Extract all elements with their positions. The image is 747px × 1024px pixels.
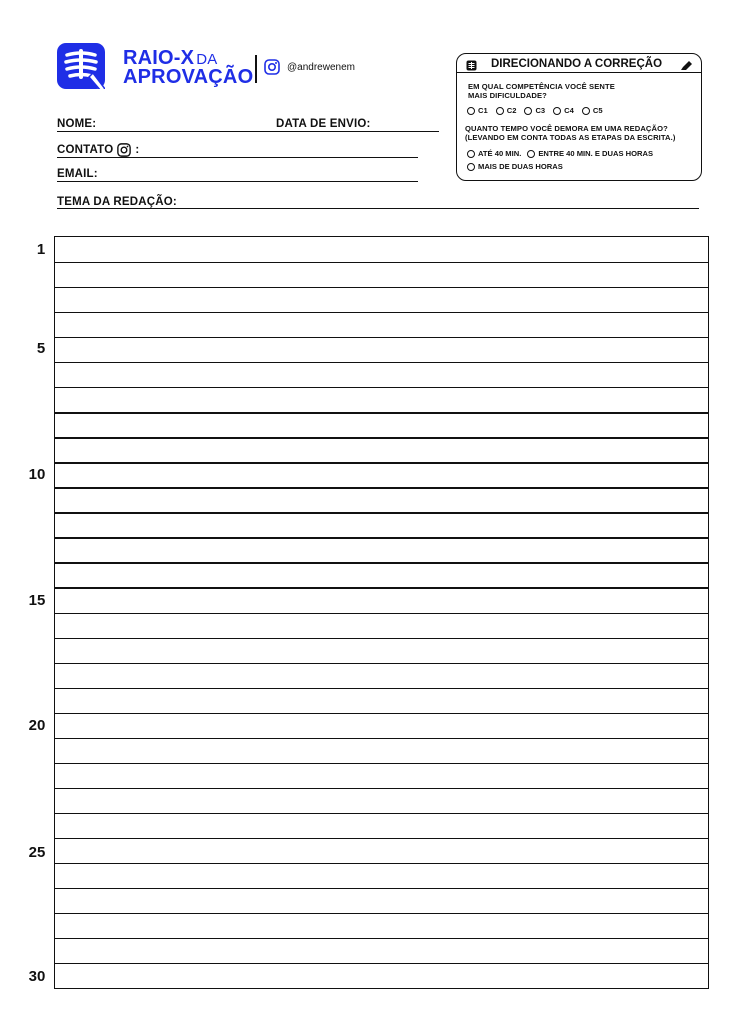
radio-icon[interactable]	[496, 107, 504, 115]
checklist-icon	[466, 58, 477, 76]
email-label: EMAIL:	[57, 168, 98, 180]
radio-icon[interactable]	[582, 107, 590, 115]
instagram-icon	[117, 143, 131, 157]
writing-line	[55, 963, 708, 964]
writing-line	[55, 613, 708, 614]
option-c1[interactable]: C1	[467, 106, 488, 115]
contact-suffix: :	[135, 144, 140, 156]
writing-area[interactable]	[54, 236, 709, 989]
writing-line	[55, 562, 708, 563]
writing-line	[55, 913, 708, 914]
writing-line	[55, 788, 708, 789]
writing-line	[55, 663, 708, 664]
option-c3[interactable]: C3	[524, 106, 545, 115]
radio-icon[interactable]	[524, 107, 532, 115]
radio-icon[interactable]	[467, 163, 475, 171]
writing-line	[55, 312, 708, 313]
pen-icon	[680, 58, 693, 76]
question-1	[468, 82, 615, 100]
line-number-15: 15	[28, 592, 46, 609]
line-number-1: 1	[36, 241, 46, 258]
writing-line	[55, 863, 708, 864]
line-number-5: 5	[36, 340, 46, 357]
ribcage-pencil-icon	[57, 43, 105, 89]
writing-line	[55, 713, 708, 714]
date-label: DATA DE ENVIO:	[276, 118, 371, 130]
writing-line	[55, 763, 708, 764]
option-mais-de-duas[interactable]: MAIS DE DUAS HORAS	[467, 162, 563, 171]
theme-label: TEMA DA REDAÇÃO:	[57, 196, 177, 208]
writing-line	[55, 537, 708, 538]
writing-line	[55, 938, 708, 939]
theme-line[interactable]	[57, 208, 699, 209]
line-number-10: 10	[28, 466, 46, 483]
contact-line[interactable]	[57, 157, 418, 158]
correction-box-divider	[457, 72, 702, 73]
radio-icon[interactable]	[467, 150, 475, 158]
question-1-options	[467, 106, 603, 115]
brand-line-1: RAIO-X DA	[123, 47, 218, 69]
writing-line	[55, 888, 708, 889]
writing-line	[55, 412, 708, 413]
question-2-line-1: QUANTO TEMPO VOCÊ DEMORA EM UMA REDAÇÃO?	[465, 124, 668, 133]
writing-line	[55, 512, 708, 513]
writing-line	[55, 638, 708, 639]
correction-box-title: DIRECIONANDO A CORREÇÃO	[491, 58, 663, 70]
writing-line	[55, 262, 708, 263]
writing-line	[55, 738, 708, 739]
name-date-line[interactable]	[57, 131, 439, 132]
writing-line	[55, 688, 708, 689]
option-c2[interactable]: C2	[496, 106, 517, 115]
option-entre-40-e-duas[interactable]: ENTRE 40 MIN. E DUAS HORAS	[527, 149, 653, 158]
writing-line	[55, 362, 708, 363]
name-label: NOME:	[57, 118, 97, 130]
question-2	[465, 124, 675, 142]
brand-line-2: APROVAÇÃO	[123, 66, 254, 88]
writing-line	[55, 337, 708, 338]
question-2-options-row-1	[467, 149, 653, 158]
logo-divider	[255, 55, 257, 83]
writing-line	[55, 437, 708, 438]
question-1-line-2: MAIS DIFICULDADE?	[468, 91, 547, 100]
line-number-25: 25	[28, 844, 46, 861]
radio-icon[interactable]	[527, 150, 535, 158]
instagram-handle: @andrewenem	[287, 62, 355, 73]
writing-line	[55, 813, 708, 814]
line-number-30: 30	[28, 968, 46, 985]
line-number-20: 20	[28, 717, 46, 734]
contact-label: CONTATO	[57, 144, 114, 156]
logo-badge	[57, 43, 105, 89]
radio-icon[interactable]	[467, 107, 475, 115]
question-1-line-1: EM QUAL COMPETÊNCIA VOCÊ SENTE	[468, 82, 615, 91]
writing-line	[55, 838, 708, 839]
writing-line	[55, 462, 708, 463]
option-c4[interactable]: C4	[553, 106, 574, 115]
email-line[interactable]	[57, 181, 418, 182]
option-c5[interactable]: C5	[582, 106, 603, 115]
question-2-line-2: (LEVANDO EM CONTA TODAS AS ETAPAS DA ESCRITA.)	[465, 133, 676, 142]
option-ate-40[interactable]: ATÉ 40 MIN.	[467, 149, 521, 158]
writing-line	[55, 287, 708, 288]
brand-line-1-small: DA	[196, 51, 218, 68]
writing-line	[55, 487, 708, 488]
question-2-options-row-2	[467, 162, 563, 171]
radio-icon[interactable]	[553, 107, 561, 115]
instagram-icon	[264, 59, 280, 75]
writing-line	[55, 587, 708, 588]
writing-line	[55, 387, 708, 388]
contact-field	[57, 143, 139, 157]
